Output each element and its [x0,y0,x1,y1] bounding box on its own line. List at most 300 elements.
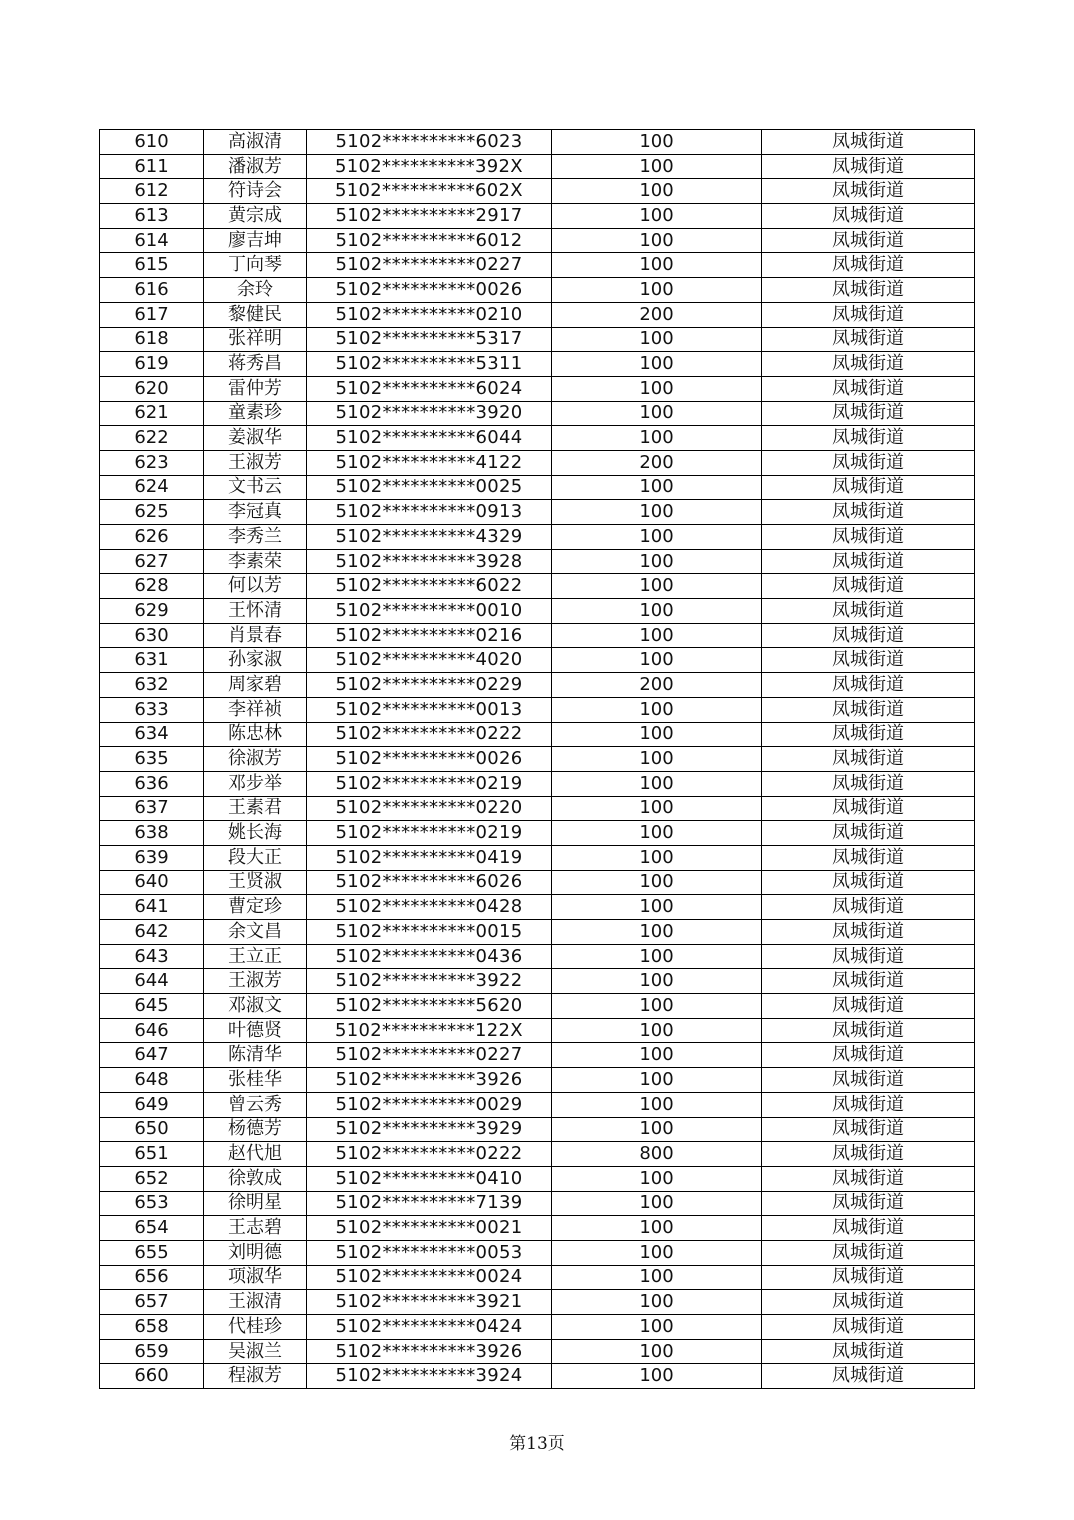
id-number-cell: 5102**********0219 [307,821,552,846]
row-number-cell: 648 [100,1068,204,1093]
street-cell: 凤城街道 [762,648,975,673]
name-cell: 文书云 [204,475,307,500]
street-cell: 凤城街道 [762,944,975,969]
street-cell: 凤城街道 [762,327,975,352]
amount-cell: 100 [552,154,762,179]
id-number-cell: 5102**********0227 [307,253,552,278]
row-number-cell: 613 [100,204,204,229]
street-cell: 凤城街道 [762,994,975,1019]
street-cell: 凤城街道 [762,845,975,870]
name-cell: 张祥明 [204,327,307,352]
name-cell: 吴淑兰 [204,1339,307,1364]
amount-cell: 100 [552,228,762,253]
name-cell: 李祥祯 [204,697,307,722]
name-cell: 雷仲芳 [204,376,307,401]
row-number-cell: 643 [100,944,204,969]
amount-cell: 100 [552,796,762,821]
street-cell: 凤城街道 [762,1018,975,1043]
roster-table-body [100,130,975,1389]
name-cell: 王淑芳 [204,450,307,475]
table-row [100,994,975,1019]
row-number-cell: 631 [100,648,204,673]
amount-cell: 100 [552,771,762,796]
table-row [100,1191,975,1216]
table-row [100,1240,975,1265]
amount-cell: 800 [552,1142,762,1167]
street-cell: 凤城街道 [762,920,975,945]
street-cell: 凤城街道 [762,500,975,525]
table-row [100,450,975,475]
id-number-cell: 5102**********0013 [307,697,552,722]
amount-cell: 100 [552,1043,762,1068]
table-row [100,179,975,204]
table-row [100,821,975,846]
row-number-cell: 628 [100,574,204,599]
amount-cell: 100 [552,426,762,451]
name-cell: 段大正 [204,845,307,870]
row-number-cell: 633 [100,697,204,722]
row-number-cell: 629 [100,599,204,624]
street-cell: 凤城街道 [762,969,975,994]
id-number-cell: 5102**********0053 [307,1240,552,1265]
id-number-cell: 5102**********6023 [307,130,552,155]
row-number-cell: 645 [100,994,204,1019]
street-cell: 凤城街道 [762,1339,975,1364]
id-number-cell: 5102**********0220 [307,796,552,821]
table-row [100,1117,975,1142]
row-number-cell: 636 [100,771,204,796]
row-number-cell: 621 [100,401,204,426]
name-cell: 曾云秀 [204,1092,307,1117]
row-number-cell: 627 [100,549,204,574]
amount-cell: 100 [552,1216,762,1241]
amount-cell: 100 [552,1191,762,1216]
table-row [100,253,975,278]
table-row [100,920,975,945]
row-number-cell: 647 [100,1043,204,1068]
id-number-cell: 5102**********0216 [307,623,552,648]
table-row [100,352,975,377]
table-row [100,673,975,698]
id-number-cell: 5102**********3922 [307,969,552,994]
amount-cell: 100 [552,1240,762,1265]
id-number-cell: 5102**********0424 [307,1315,552,1340]
row-number-cell: 614 [100,228,204,253]
id-number-cell: 5102**********4329 [307,525,552,550]
street-cell: 凤城街道 [762,352,975,377]
amount-cell: 100 [552,525,762,550]
row-number-cell: 649 [100,1092,204,1117]
id-number-cell: 5102**********3929 [307,1117,552,1142]
id-number-cell: 5102**********2917 [307,204,552,229]
id-number-cell: 5102**********3921 [307,1290,552,1315]
id-number-cell: 5102**********0410 [307,1166,552,1191]
name-cell: 周家碧 [204,673,307,698]
id-number-cell: 5102**********0222 [307,1142,552,1167]
name-cell: 姚长海 [204,821,307,846]
row-number-cell: 640 [100,870,204,895]
id-number-cell: 5102**********0227 [307,1043,552,1068]
id-number-cell: 5102**********0010 [307,599,552,624]
id-number-cell: 5102**********6044 [307,426,552,451]
table-row [100,401,975,426]
amount-cell: 100 [552,1068,762,1093]
row-number-cell: 659 [100,1339,204,1364]
id-number-cell: 5102**********602X [307,179,552,204]
name-cell: 王志碧 [204,1216,307,1241]
street-cell: 凤城街道 [762,1290,975,1315]
row-number-cell: 657 [100,1290,204,1315]
name-cell: 陈清华 [204,1043,307,1068]
id-number-cell: 5102**********6024 [307,376,552,401]
street-cell: 凤城街道 [762,1315,975,1340]
row-number-cell: 620 [100,376,204,401]
name-cell: 余玲 [204,278,307,303]
table-row [100,1290,975,1315]
street-cell: 凤城街道 [762,1068,975,1093]
name-cell: 代桂珍 [204,1315,307,1340]
table-row [100,302,975,327]
row-number-cell: 625 [100,500,204,525]
table-row [100,525,975,550]
id-number-cell: 5102**********4122 [307,450,552,475]
name-cell: 杨德芳 [204,1117,307,1142]
name-cell: 邓步举 [204,771,307,796]
table-row [100,599,975,624]
amount-cell: 100 [552,747,762,772]
table-row [100,747,975,772]
name-cell: 黎健民 [204,302,307,327]
street-cell: 凤城街道 [762,179,975,204]
street-cell: 凤城街道 [762,870,975,895]
row-number-cell: 616 [100,278,204,303]
name-cell: 王素君 [204,796,307,821]
table-row [100,1043,975,1068]
amount-cell: 100 [552,179,762,204]
name-cell: 姜淑华 [204,426,307,451]
amount-cell: 100 [552,1339,762,1364]
amount-cell: 100 [552,920,762,945]
amount-cell: 100 [552,1290,762,1315]
street-cell: 凤城街道 [762,1240,975,1265]
table-row [100,1092,975,1117]
name-cell: 王淑芳 [204,969,307,994]
street-cell: 凤城街道 [762,574,975,599]
id-number-cell: 5102**********6012 [307,228,552,253]
row-number-cell: 652 [100,1166,204,1191]
name-cell: 刘明德 [204,1240,307,1265]
table-row [100,1364,975,1389]
id-number-cell: 5102**********392X [307,154,552,179]
street-cell: 凤城街道 [762,821,975,846]
amount-cell: 100 [552,1315,762,1340]
street-cell: 凤城街道 [762,796,975,821]
amount-cell: 100 [552,722,762,747]
street-cell: 凤城街道 [762,228,975,253]
street-cell: 凤城街道 [762,1265,975,1290]
name-cell: 王淑清 [204,1290,307,1315]
row-number-cell: 617 [100,302,204,327]
name-cell: 黄宗成 [204,204,307,229]
table-row [100,1265,975,1290]
name-cell: 童素珍 [204,401,307,426]
amount-cell: 100 [552,130,762,155]
id-number-cell: 5102**********0229 [307,673,552,698]
table-row [100,574,975,599]
amount-cell: 100 [552,376,762,401]
amount-cell: 100 [552,870,762,895]
name-cell: 潘淑芳 [204,154,307,179]
id-number-cell: 5102**********0436 [307,944,552,969]
id-number-cell: 5102**********0015 [307,920,552,945]
amount-cell: 100 [552,623,762,648]
table-row [100,1216,975,1241]
table-row [100,870,975,895]
name-cell: 赵代旭 [204,1142,307,1167]
row-number-cell: 611 [100,154,204,179]
row-number-cell: 660 [100,1364,204,1389]
amount-cell: 100 [552,549,762,574]
id-number-cell: 5102**********0026 [307,278,552,303]
street-cell: 凤城街道 [762,895,975,920]
table-row [100,1339,975,1364]
id-number-cell: 5102**********0025 [307,475,552,500]
name-cell: 蒋秀昌 [204,352,307,377]
name-cell: 陈忠林 [204,722,307,747]
page-number: 第13页 [509,1434,565,1454]
row-number-cell: 622 [100,426,204,451]
table-row [100,1142,975,1167]
street-cell: 凤城街道 [762,1142,975,1167]
row-number-cell: 612 [100,179,204,204]
name-cell: 曹定珍 [204,895,307,920]
amount-cell: 100 [552,697,762,722]
table-row [100,228,975,253]
amount-cell: 100 [552,253,762,278]
id-number-cell: 5102**********0913 [307,500,552,525]
street-cell: 凤城街道 [762,697,975,722]
street-cell: 凤城街道 [762,747,975,772]
id-number-cell: 5102**********0029 [307,1092,552,1117]
amount-cell: 100 [552,1364,762,1389]
id-number-cell: 5102**********3926 [307,1068,552,1093]
row-number-cell: 638 [100,821,204,846]
row-number-cell: 651 [100,1142,204,1167]
name-cell: 高淑清 [204,130,307,155]
id-number-cell: 5102**********5620 [307,994,552,1019]
amount-cell: 100 [552,500,762,525]
id-number-cell: 5102**********0024 [307,1265,552,1290]
table-row [100,1018,975,1043]
street-cell: 凤城街道 [762,1092,975,1117]
street-cell: 凤城街道 [762,475,975,500]
amount-cell: 100 [552,1092,762,1117]
name-cell: 王贤淑 [204,870,307,895]
street-cell: 凤城街道 [762,1117,975,1142]
amount-cell: 200 [552,302,762,327]
row-number-cell: 626 [100,525,204,550]
table-row [100,130,975,155]
street-cell: 凤城街道 [762,1191,975,1216]
name-cell: 邓淑文 [204,994,307,1019]
name-cell: 王立正 [204,944,307,969]
street-cell: 凤城街道 [762,1216,975,1241]
amount-cell: 100 [552,475,762,500]
street-cell: 凤城街道 [762,154,975,179]
id-number-cell: 5102**********3924 [307,1364,552,1389]
name-cell: 李秀兰 [204,525,307,550]
table-row [100,376,975,401]
row-number-cell: 610 [100,130,204,155]
amount-cell: 100 [552,994,762,1019]
table-row [100,500,975,525]
row-number-cell: 623 [100,450,204,475]
name-cell: 何以芳 [204,574,307,599]
row-number-cell: 615 [100,253,204,278]
name-cell: 符诗会 [204,179,307,204]
street-cell: 凤城街道 [762,549,975,574]
row-number-cell: 630 [100,623,204,648]
table-row [100,697,975,722]
name-cell: 丁向琴 [204,253,307,278]
row-number-cell: 624 [100,475,204,500]
amount-cell: 100 [552,1166,762,1191]
table-row [100,154,975,179]
id-number-cell: 5102**********3926 [307,1339,552,1364]
name-cell: 徐明星 [204,1191,307,1216]
amount-cell: 100 [552,352,762,377]
amount-cell: 100 [552,204,762,229]
row-number-cell: 641 [100,895,204,920]
name-cell: 肖景春 [204,623,307,648]
amount-cell: 200 [552,673,762,698]
amount-cell: 100 [552,845,762,870]
row-number-cell: 654 [100,1216,204,1241]
id-number-cell: 5102**********0210 [307,302,552,327]
amount-cell: 100 [552,1117,762,1142]
street-cell: 凤城街道 [762,673,975,698]
street-cell: 凤城街道 [762,278,975,303]
street-cell: 凤城街道 [762,302,975,327]
amount-cell: 100 [552,327,762,352]
amount-cell: 100 [552,574,762,599]
row-number-cell: 658 [100,1315,204,1340]
row-number-cell: 650 [100,1117,204,1142]
table-row [100,796,975,821]
id-number-cell: 5102**********7139 [307,1191,552,1216]
amount-cell: 100 [552,895,762,920]
id-number-cell: 5102**********0428 [307,895,552,920]
id-number-cell: 5102**********0219 [307,771,552,796]
table-row [100,475,975,500]
table-row [100,204,975,229]
name-cell: 廖吉坤 [204,228,307,253]
amount-cell: 100 [552,599,762,624]
row-number-cell: 632 [100,673,204,698]
table-row [100,722,975,747]
roster-table [99,129,975,1389]
name-cell: 余文昌 [204,920,307,945]
table-row [100,771,975,796]
name-cell: 徐淑芳 [204,747,307,772]
table-row [100,648,975,673]
name-cell: 张桂华 [204,1068,307,1093]
table-row [100,426,975,451]
table-row [100,845,975,870]
row-number-cell: 655 [100,1240,204,1265]
name-cell: 李冠真 [204,500,307,525]
street-cell: 凤城街道 [762,401,975,426]
table-row [100,969,975,994]
amount-cell: 100 [552,1265,762,1290]
name-cell: 孙家淑 [204,648,307,673]
table-row [100,895,975,920]
amount-cell: 100 [552,969,762,994]
id-number-cell: 5102**********122X [307,1018,552,1043]
row-number-cell: 639 [100,845,204,870]
street-cell: 凤城街道 [762,1364,975,1389]
amount-cell: 100 [552,278,762,303]
name-cell: 王怀清 [204,599,307,624]
id-number-cell: 5102**********3920 [307,401,552,426]
row-number-cell: 646 [100,1018,204,1043]
row-number-cell: 635 [100,747,204,772]
table-row [100,1068,975,1093]
row-number-cell: 618 [100,327,204,352]
amount-cell: 200 [552,450,762,475]
amount-cell: 100 [552,401,762,426]
name-cell: 李素荣 [204,549,307,574]
street-cell: 凤城街道 [762,450,975,475]
id-number-cell: 5102**********0021 [307,1216,552,1241]
street-cell: 凤城街道 [762,253,975,278]
row-number-cell: 656 [100,1265,204,1290]
row-number-cell: 653 [100,1191,204,1216]
id-number-cell: 5102**********6022 [307,574,552,599]
id-number-cell: 5102**********6026 [307,870,552,895]
amount-cell: 100 [552,1018,762,1043]
table-row [100,327,975,352]
street-cell: 凤城街道 [762,1043,975,1068]
street-cell: 凤城街道 [762,376,975,401]
table-row [100,1315,975,1340]
amount-cell: 100 [552,944,762,969]
street-cell: 凤城街道 [762,1166,975,1191]
row-number-cell: 619 [100,352,204,377]
name-cell: 叶德贤 [204,1018,307,1043]
street-cell: 凤城街道 [762,204,975,229]
amount-cell: 100 [552,648,762,673]
table-row [100,278,975,303]
street-cell: 凤城街道 [762,771,975,796]
id-number-cell: 5102**********5317 [307,327,552,352]
row-number-cell: 634 [100,722,204,747]
id-number-cell: 5102**********3928 [307,549,552,574]
name-cell: 程淑芳 [204,1364,307,1389]
id-number-cell: 5102**********0222 [307,722,552,747]
name-cell: 项淑华 [204,1265,307,1290]
id-number-cell: 5102**********5311 [307,352,552,377]
amount-cell: 100 [552,821,762,846]
row-number-cell: 642 [100,920,204,945]
street-cell: 凤城街道 [762,426,975,451]
street-cell: 凤城街道 [762,599,975,624]
id-number-cell: 5102**********0026 [307,747,552,772]
name-cell: 徐敦成 [204,1166,307,1191]
table-row [100,1166,975,1191]
street-cell: 凤城街道 [762,722,975,747]
id-number-cell: 5102**********0419 [307,845,552,870]
